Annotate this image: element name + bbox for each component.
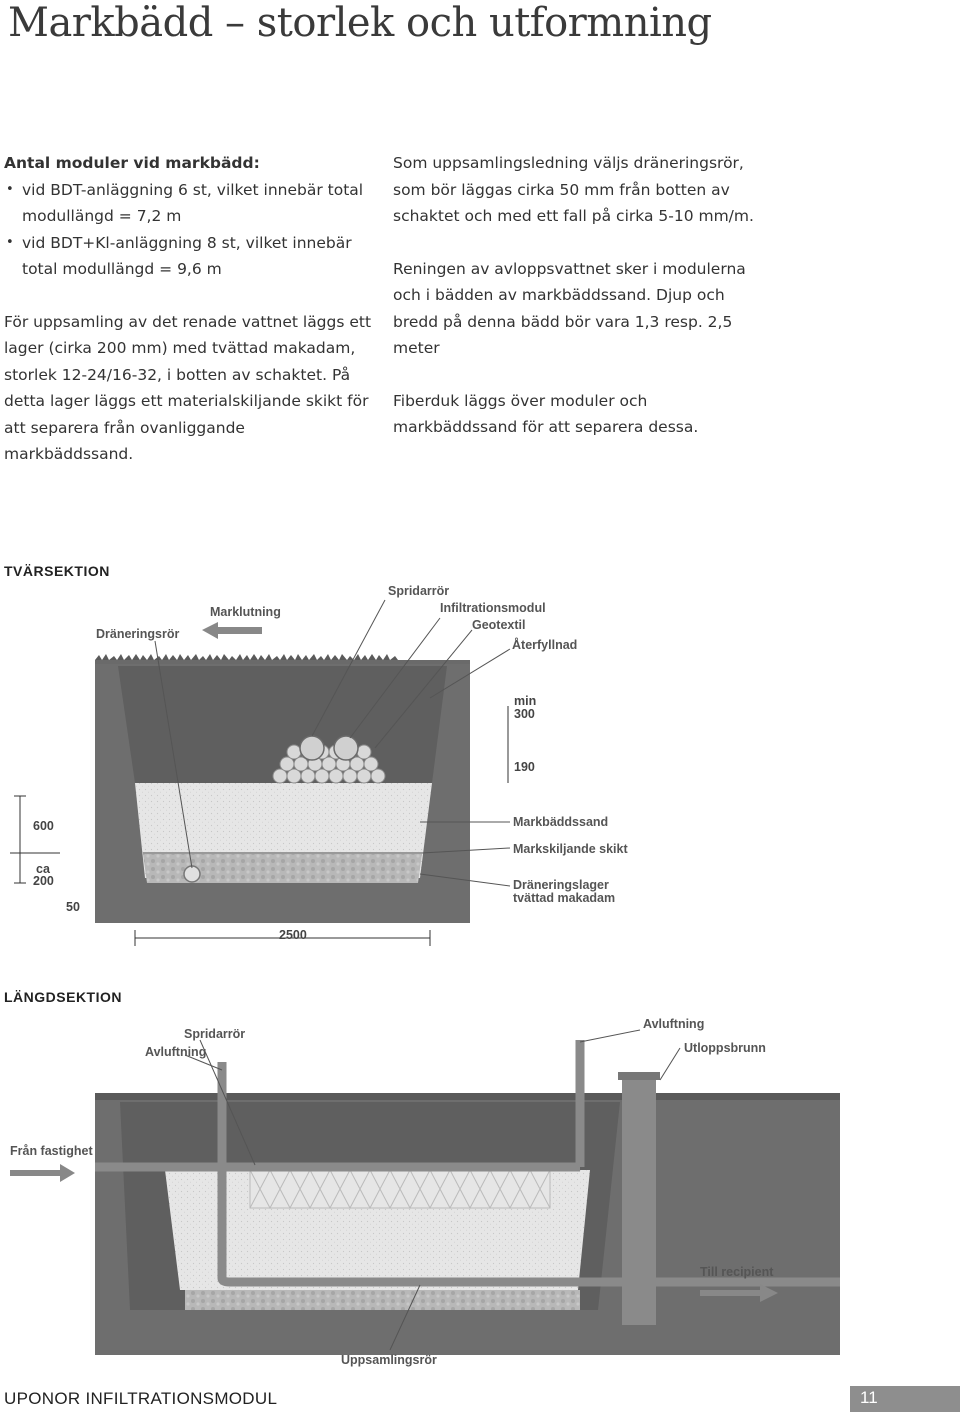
slope-arrow-icon xyxy=(202,622,262,639)
left-text-column xyxy=(4,150,374,494)
label-draneringslager: Dräneringslager xyxy=(513,878,609,892)
page-title: Markbädd – storlek och utformning xyxy=(8,0,712,46)
label-aterfyllnad: Återfyllnad xyxy=(512,638,578,652)
label-markbaddssand: Markbäddssand xyxy=(513,815,609,829)
dim-ca: ca xyxy=(36,862,50,876)
right-text-column xyxy=(393,150,758,467)
dim-2500: 2500 xyxy=(279,928,307,942)
page-number: 11 xyxy=(860,1388,878,1407)
outlet-well-cap xyxy=(618,1072,660,1080)
modules-heading: Antal moduler vid markbädd: xyxy=(4,154,260,172)
label-marklutning: Marklutning xyxy=(210,605,281,619)
label-uppsamlingsror: Uppsamlingsrör xyxy=(341,1353,437,1367)
long-section-heading: LÄNGDSEKTION xyxy=(4,989,122,1005)
infiltration-module xyxy=(273,745,385,783)
label-utloppsbrunn: Utloppsbrunn xyxy=(684,1041,766,1055)
dim-min-value: 300 xyxy=(514,707,535,721)
dim-50: 50 xyxy=(66,900,80,914)
list-item: • vid BDT-anläggning 6 st, vilket innebär total modullängd = 7,2 m xyxy=(4,177,374,230)
drain-pipe xyxy=(184,866,200,882)
label-draneringsror: Dräneringsrör xyxy=(96,627,180,641)
outlet-well xyxy=(622,1075,656,1325)
label-fran-fastighet: Från fastighet xyxy=(10,1144,93,1158)
paragraph: Fiberduk läggs över moduler och markbäddssand för att separera dessa. xyxy=(393,391,699,436)
label-spridarror: Spridarrör xyxy=(388,584,450,598)
label-geotextil: Geotextil xyxy=(472,618,526,632)
long-section-diagram xyxy=(0,1010,960,1370)
page-number-box xyxy=(850,1386,960,1412)
footer-brand: UPONOR INFILTRATIONSMODUL xyxy=(4,1389,278,1408)
inflow-arrow-icon xyxy=(10,1164,75,1182)
dim-min: min xyxy=(514,694,537,708)
cross-section-diagram xyxy=(0,578,960,950)
dim-190: 190 xyxy=(514,760,535,774)
collection-paragraph: För uppsamling av det renade vattnet läggs ett lager (cirka 200 mm) med tvättad makadam, storlek 12-24/16-32, i botten av schaktet. På detta lager läggs ett materialskiljande skikt för att separera från ovanliggande markbäddssand. xyxy=(4,312,372,463)
cross-section-heading: TVÄRSEKTION xyxy=(4,563,110,579)
modules-list xyxy=(4,177,374,283)
drainage-gravel xyxy=(185,1290,580,1310)
dim-600: 600 xyxy=(33,819,54,833)
paragraph: Som uppsamlingsledning väljs dräneringsrör, som bör läggas cirka 50 mm från botten av schaktet och med ett fall på cirka 5-10 mm/m. xyxy=(393,154,754,225)
label-tvattad-makadam: tvättad makadam xyxy=(513,891,616,905)
grass-tufts xyxy=(95,654,398,660)
label-markskiljande-skikt: Markskiljande skikt xyxy=(513,842,628,856)
label-infiltrationsmodul: Infiltrationsmodul xyxy=(440,601,546,615)
label-avluftning-left: Avluftning xyxy=(145,1045,207,1059)
list-item: • vid BDT+Kl-anläggning 8 st, vilket innebär total modullängd = 9,6 m xyxy=(4,230,374,283)
label-till-recipient: Till recipient xyxy=(700,1265,774,1279)
label-avluftning-right: Avluftning xyxy=(643,1017,705,1031)
label-spridarror: Spridarrör xyxy=(184,1027,246,1041)
dim-ca-value: 200 xyxy=(33,874,54,888)
paragraph: Reningen av avloppsvattnet sker i modulerna och i bädden av markbäddssand. Djup och bredd på denna bädd bör vara 1,3 resp. 2,5 meter xyxy=(393,259,746,357)
